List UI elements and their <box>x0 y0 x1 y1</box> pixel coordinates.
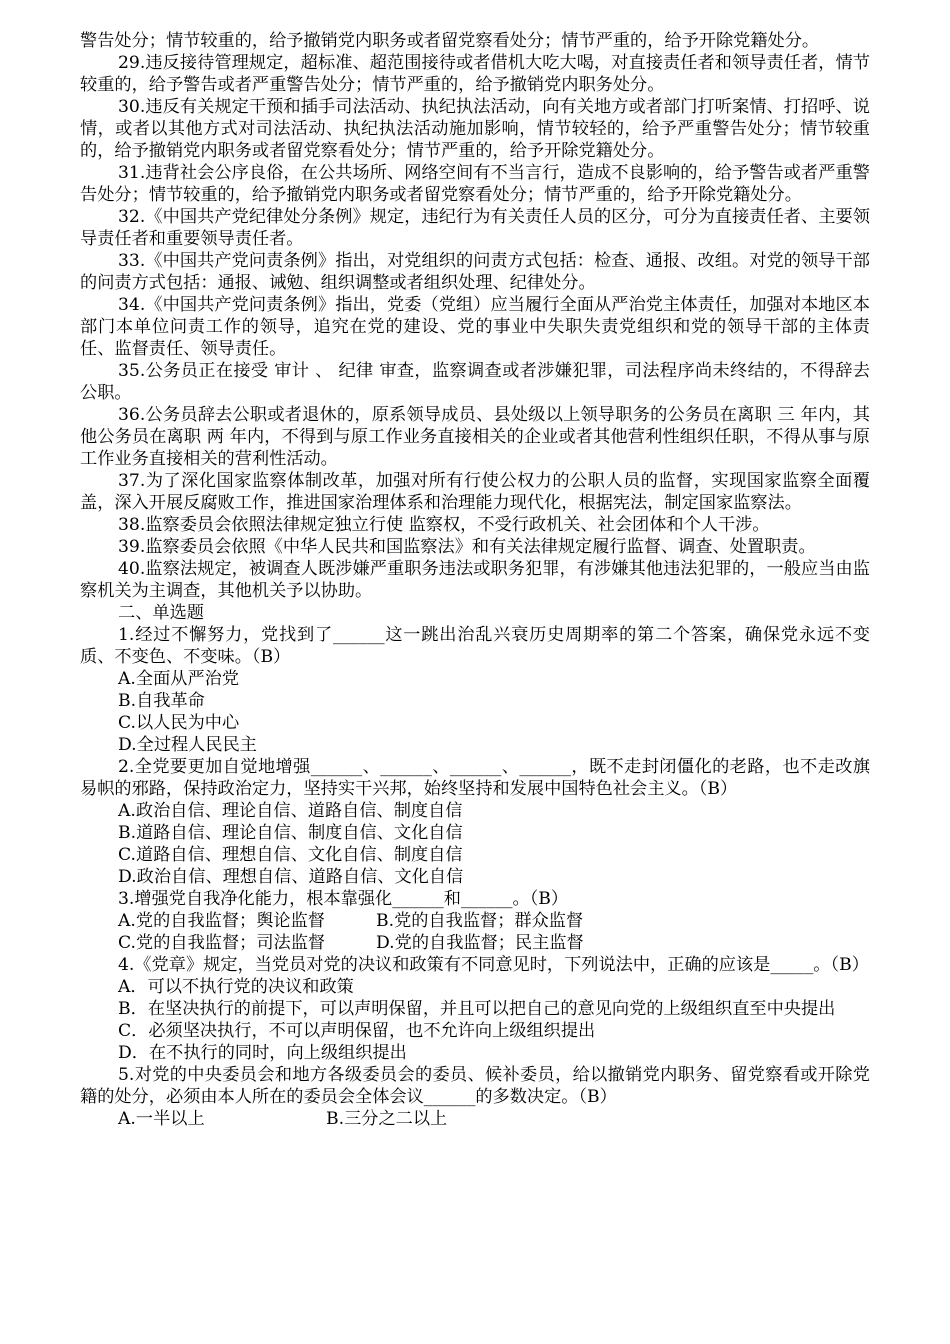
question-2-stem: 2.全党要更加自觉地增强______、______、______、______，既不走封闭僵化的老路，也不走改旗易帜的邪路，保持政治定力，坚持实干兴邦，始终坚持和发展中国特色社会主义。（B） <box>80 757 870 799</box>
question-3-options-row-2 <box>80 932 870 954</box>
question-1-option-c: C.以人民为中心 <box>118 713 240 733</box>
paragraph-32: 32.《中国共产党纪律处分条例》规定，违纪行为有关责任人员的区分，可分为直接责任者、主要领导责任者和重要领导责任者。 <box>80 207 870 249</box>
question-1-option-b: B.自我革命 <box>118 691 205 711</box>
paragraph-35: 35.公务员正在接受 审计 、 纪律 审查，监察调查或者涉嫌犯罪，司法程序尚未终结的，不得辞去公职。 <box>80 361 870 403</box>
paragraph-38: 38.监察委员会依照法律规定独立行使 监察权，不受行政机关、社会团体和个人干涉。 <box>118 515 770 535</box>
question-4-option-d: D．在不执行的同时，向上级组织提出 <box>118 1043 407 1063</box>
question-2-option-a: A.政治自信、理论自信、道路自信、制度自信 <box>118 801 463 821</box>
question-3-stem: 3.增强党自我净化能力，根本靠强化______和______。（B） <box>118 889 569 909</box>
paragraph-37: 37.为了深化国家监察体制改革，加强对所有行使公权力的公职人员的监督，实现国家监察全面覆盖，深入开展反腐败工作，推进国家治理体系和治理能力现代化，根据宪法，制定国家监察法。 <box>80 471 870 513</box>
question-1-option-d: D.全过程人民民主 <box>118 735 257 755</box>
question-4-option-c: C．必须坚决执行，不可以声明保留，也不允许向上级组织提出 <box>118 1021 596 1041</box>
question-2-option-b: B.道路自信、理论自信、制度自信、文化自信 <box>118 823 463 843</box>
question-4-option-a: A．可以不执行党的决议和政策 <box>118 977 354 997</box>
question-3-option-a: A.党的自我监督；舆论监督 <box>118 911 325 931</box>
paragraph-34: 34.《中国共产党问责条例》指出，党委（党组）应当履行全面从严治党主体责任，加强对本地区本部门本单位问责工作的领导，追究在党的建设、党的事业中失职失责党组织和党的领导干部的主体责任、监督责任、领导责任。 <box>80 295 870 359</box>
question-4-option-b: B．在坚决执行的前提下，可以声明保留，并且可以把自己的意见向党的上级组织直至中央提出 <box>118 999 836 1019</box>
paragraph-39: 39.监察委员会依照《中华人民共和国监察法》和有关法律规定履行监督、调查、处置职责。 <box>118 537 816 557</box>
paragraph-30: 30.违反有关规定干预和插手司法活动、执纪执法活动，向有关地方或者部门打听案情、打招呼、说情，或者以其他方式对司法活动、执纪执法活动施加影响，情节较轻的，给予严重警告处分；情节较重的，给予撤销党内职务或者留党察看处分；情节严重的，给予开除党籍处分。 <box>80 97 870 161</box>
question-1-option-a: A.全面从严治党 <box>118 669 240 689</box>
paragraph-33: 33.《中国共产党问责条例》指出，对党组织的问责方式包括：检查、通报、改组。对党的领导干部的问责方式包括：通报、诫勉、组织调整或者组织处理、纪律处分。 <box>80 251 870 293</box>
paragraph-40: 40.监察法规定，被调查人既涉嫌严重职务违法或职务犯罪，有涉嫌其他违法犯罪的，一般应当由监察机关为主调查，其他机关予以协助。 <box>80 559 870 601</box>
question-5-options-row-1 <box>80 1108 870 1130</box>
question-3-option-c: C.党的自我监督；司法监督 <box>118 933 326 953</box>
question-5-stem: 5.对党的中央委员会和地方各级委员会的委员、候补委员，给以撤销党内职务、留党察看或开除党籍的处分，必须由本人所在的委员会全体会议______的多数决定。（B） <box>80 1065 870 1107</box>
paragraph-31: 31.违背社会公序良俗，在公共场所、网络空间有不当言行，造成不良影响的，给予警告或者严重警告处分；情节较重的，给予撤销党内职务或者留党察看处分；情节严重的，给予开除党籍处分。 <box>80 163 870 205</box>
paragraph-29: 29.违反接待管理规定，超标准、超范围接待或者借机大吃大喝，对直接责任者和领导责任者，情节较重的，给予警告或者严重警告处分；情节严重的，给予撤销党内职务处分。 <box>80 53 870 95</box>
question-1-stem: 1.经过不懈努力，党找到了______这一跳出治乱兴衰历史周期率的第二个答案，确保党永远不变质、不变色、不变味。（B） <box>80 625 870 667</box>
section-heading: 二、单选题 <box>118 603 204 623</box>
question-5-option-a: A.一半以上 <box>118 1109 205 1129</box>
paragraph-36: 36.公务员辞去公职或者退休的，原系领导成员、县处级以上领导职务的公务员在离职 三 年内，其他公务员在离职 两 年内，不得到与原工作业务直接相关的企业或者其他营利性组织任职，不得从事与原工作业务直接相关的营利性活动。 <box>80 405 870 469</box>
question-2-option-d: D.政治自信、理想自信、道路自信、文化自信 <box>118 867 464 887</box>
question-3-option-b: B.党的自我监督；群众监督 <box>376 911 584 931</box>
question-3-option-d: D.党的自我监督；民主监督 <box>376 933 584 953</box>
question-5-option-b: B.三分之二以上 <box>326 1109 448 1129</box>
question-4-stem: 4.《党章》规定，当党员对党的决议和政策有不同意见时，下列说法中，正确的应该是_____。（B） <box>118 955 869 975</box>
paragraph-continued: 警告处分；情节较重的，给予撤销党内职务或者留党察看处分；情节严重的，给予开除党籍处分。 <box>80 31 820 51</box>
question-3-options-row-1 <box>80 910 870 932</box>
question-2-option-c: C.道路自信、理想自信、文化自信、制度自信 <box>118 845 463 865</box>
